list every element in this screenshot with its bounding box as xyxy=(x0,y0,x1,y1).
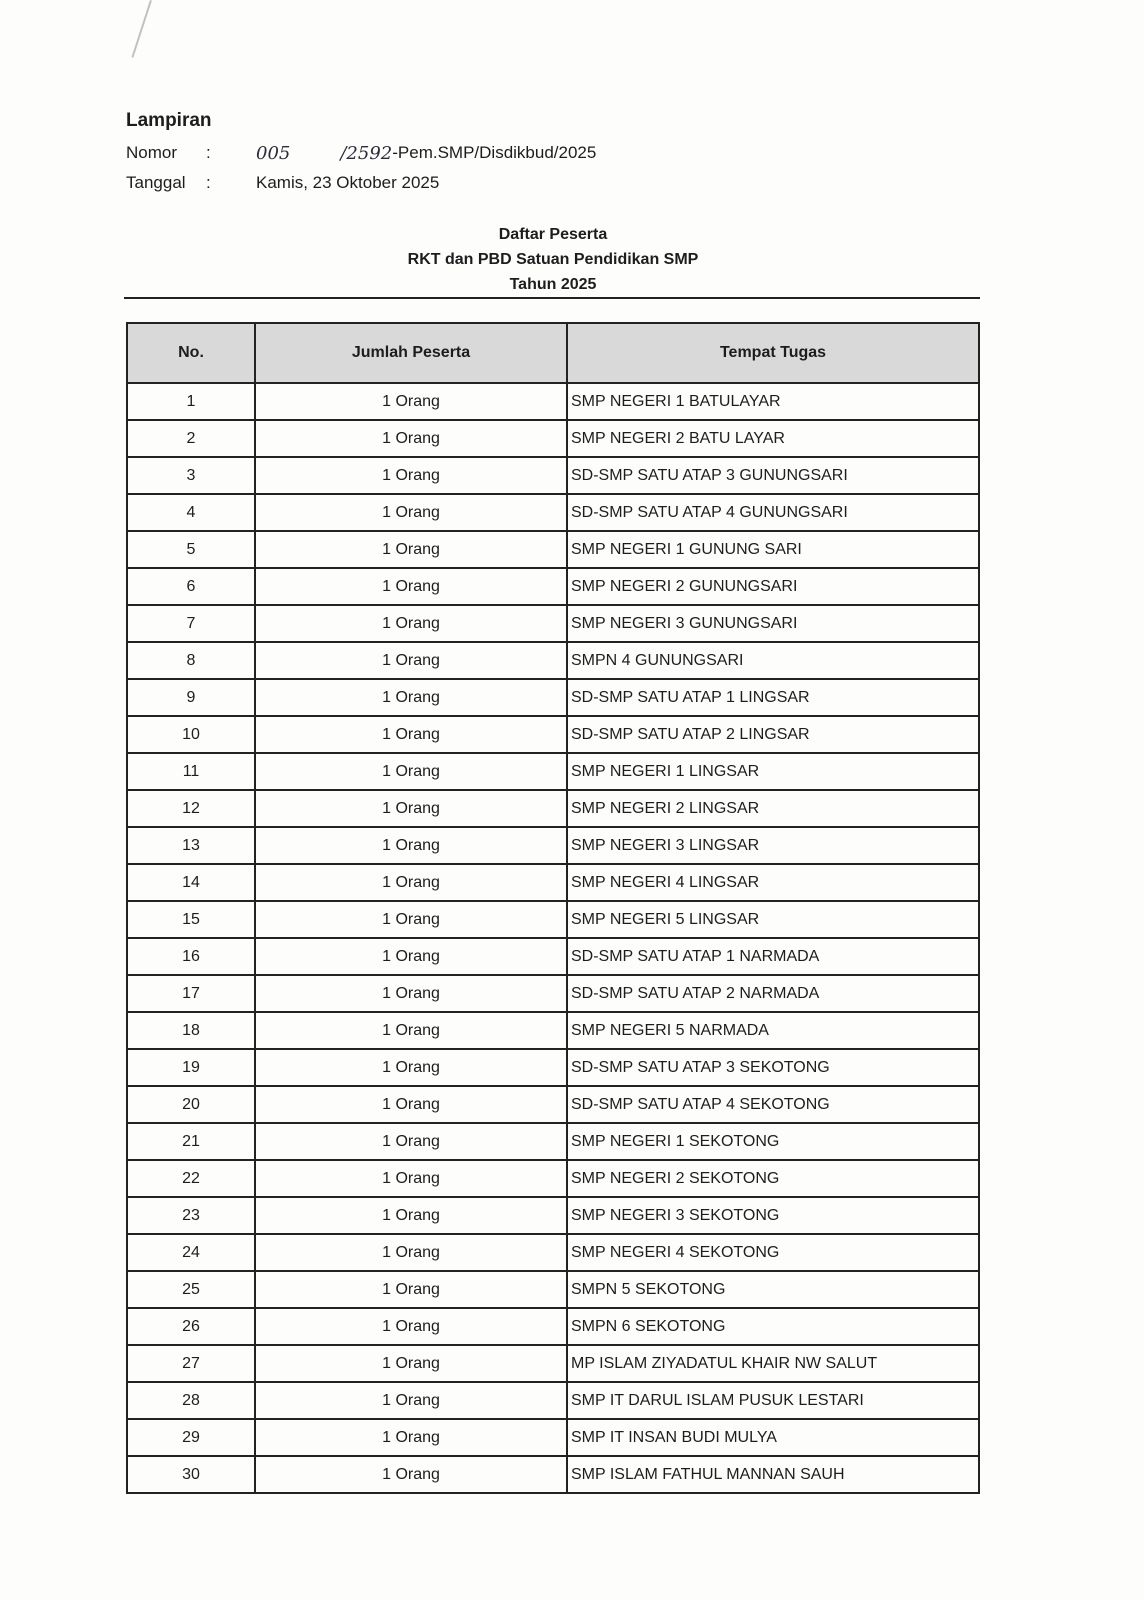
row-tempat-tugas: SMP NEGERI 4 LINGSAR xyxy=(567,864,979,901)
column-header-tempat: Tempat Tugas xyxy=(567,323,979,383)
nomor-handwritten-number: 005 xyxy=(256,142,291,164)
row-number: 8 xyxy=(127,642,255,679)
lampiran-label: Lampiran xyxy=(126,110,212,131)
table-row xyxy=(127,790,979,827)
row-tempat-tugas: SD-SMP SATU ATAP 4 SEKOTONG xyxy=(567,1086,979,1123)
row-number: 16 xyxy=(127,938,255,975)
table-row xyxy=(127,901,979,938)
table-row xyxy=(127,679,979,716)
table-row xyxy=(127,642,979,679)
row-jumlah-peserta: 1 Orang xyxy=(255,1197,567,1234)
row-jumlah-peserta: 1 Orang xyxy=(255,420,567,457)
table-row xyxy=(127,1456,979,1493)
table-row xyxy=(127,753,979,790)
row-tempat-tugas: SMP NEGERI 2 SEKOTONG xyxy=(567,1160,979,1197)
row-number: 24 xyxy=(127,1234,255,1271)
row-tempat-tugas: SD-SMP SATU ATAP 1 LINGSAR xyxy=(567,679,979,716)
row-jumlah-peserta: 1 Orang xyxy=(255,1456,567,1493)
row-tempat-tugas: SD-SMP SATU ATAP 4 GUNUNGSARI xyxy=(567,494,979,531)
row-number: 17 xyxy=(127,975,255,1012)
table-header-row xyxy=(127,323,979,383)
title-line-1: Daftar Peserta xyxy=(498,226,608,243)
row-jumlah-peserta: 1 Orang xyxy=(255,1271,567,1308)
row-number: 3 xyxy=(127,457,255,494)
table-row xyxy=(127,531,979,568)
row-jumlah-peserta: 1 Orang xyxy=(255,1012,567,1049)
tanggal-row xyxy=(126,168,596,198)
nomor-suffix: -Pem.SMP/Disdikbud/2025 xyxy=(392,143,597,162)
row-number: 7 xyxy=(127,605,255,642)
table-row xyxy=(127,1234,979,1271)
row-number: 30 xyxy=(127,1456,255,1493)
row-tempat-tugas: SMPN 4 GUNUNGSARI xyxy=(567,642,979,679)
row-tempat-tugas: SMP NEGERI 3 SEKOTONG xyxy=(567,1197,979,1234)
row-tempat-tugas: SMP NEGERI 2 LINGSAR xyxy=(567,790,979,827)
tanggal-value: Kamis, 23 Oktober 2025 xyxy=(256,173,440,192)
row-tempat-tugas: SMP NEGERI 1 GUNUNG SARI xyxy=(567,531,979,568)
row-number: 28 xyxy=(127,1382,255,1419)
row-number: 1 xyxy=(127,383,255,420)
row-number: 23 xyxy=(127,1197,255,1234)
column-header-jumlah: Jumlah Peserta xyxy=(255,323,567,383)
row-tempat-tugas: SMP ISLAM FATHUL MANNAN SAUH xyxy=(567,1456,979,1493)
letter-header xyxy=(126,110,596,198)
table-row xyxy=(127,827,979,864)
table-row xyxy=(127,568,979,605)
row-jumlah-peserta: 1 Orang xyxy=(255,1160,567,1197)
row-jumlah-peserta: 1 Orang xyxy=(255,864,567,901)
table-row xyxy=(127,1123,979,1160)
table-row xyxy=(127,1345,979,1382)
row-jumlah-peserta: 1 Orang xyxy=(255,790,567,827)
row-jumlah-peserta: 1 Orang xyxy=(255,494,567,531)
row-tempat-tugas: SMP NEGERI 1 BATULAYAR xyxy=(567,383,979,420)
row-tempat-tugas: SMP NEGERI 1 SEKOTONG xyxy=(567,1123,979,1160)
table-row xyxy=(127,457,979,494)
row-tempat-tugas: SMP NEGERI 2 GUNUNGSARI xyxy=(567,568,979,605)
row-number: 19 xyxy=(127,1049,255,1086)
row-tempat-tugas: SMP NEGERI 1 LINGSAR xyxy=(567,753,979,790)
table-row xyxy=(127,494,979,531)
row-jumlah-peserta: 1 Orang xyxy=(255,1234,567,1271)
table-row xyxy=(127,1160,979,1197)
row-number: 5 xyxy=(127,531,255,568)
row-tempat-tugas: SD-SMP SATU ATAP 3 GUNUNGSARI xyxy=(567,457,979,494)
row-tempat-tugas: SD-SMP SATU ATAP 2 NARMADA xyxy=(567,975,979,1012)
row-jumlah-peserta: 1 Orang xyxy=(255,975,567,1012)
title-line-2: RKT dan PBD Satuan Pendidikan SMP xyxy=(407,251,699,268)
row-jumlah-peserta: 1 Orang xyxy=(255,642,567,679)
row-number: 20 xyxy=(127,1086,255,1123)
table-row xyxy=(127,1012,979,1049)
row-jumlah-peserta: 1 Orang xyxy=(255,901,567,938)
row-number: 4 xyxy=(127,494,255,531)
title-divider xyxy=(124,297,980,299)
row-jumlah-peserta: 1 Orang xyxy=(255,753,567,790)
row-number: 26 xyxy=(127,1308,255,1345)
row-number: 9 xyxy=(127,679,255,716)
tanggal-label: Tanggal xyxy=(126,173,186,192)
table-row xyxy=(127,605,979,642)
row-tempat-tugas: MP ISLAM ZIYADATUL KHAIR NW SALUT xyxy=(567,1345,979,1382)
row-jumlah-peserta: 1 Orang xyxy=(255,1086,567,1123)
row-jumlah-peserta: 1 Orang xyxy=(255,457,567,494)
row-number: 15 xyxy=(127,901,255,938)
table-row xyxy=(127,1049,979,1086)
row-jumlah-peserta: 1 Orang xyxy=(255,716,567,753)
row-tempat-tugas: SMP NEGERI 3 LINGSAR xyxy=(567,827,979,864)
table-row xyxy=(127,938,979,975)
title-line-3: Tahun 2025 xyxy=(509,276,597,293)
row-jumlah-peserta: 1 Orang xyxy=(255,827,567,864)
row-jumlah-peserta: 1 Orang xyxy=(255,1308,567,1345)
row-number: 27 xyxy=(127,1345,255,1382)
row-number: 29 xyxy=(127,1419,255,1456)
row-number: 10 xyxy=(127,716,255,753)
table-row xyxy=(127,1308,979,1345)
row-number: 18 xyxy=(127,1012,255,1049)
row-number: 25 xyxy=(127,1271,255,1308)
row-jumlah-peserta: 1 Orang xyxy=(255,605,567,642)
row-tempat-tugas: SMPN 5 SEKOTONG xyxy=(567,1271,979,1308)
row-jumlah-peserta: 1 Orang xyxy=(255,1382,567,1419)
pen-mark xyxy=(131,0,151,58)
tanggal-colon: : xyxy=(206,173,211,192)
row-tempat-tugas: SMP IT INSAN BUDI MULYA xyxy=(567,1419,979,1456)
row-jumlah-peserta: 1 Orang xyxy=(255,1123,567,1160)
table-row xyxy=(127,864,979,901)
row-tempat-tugas: SMP IT DARUL ISLAM PUSUK LESTARI xyxy=(567,1382,979,1419)
table-row xyxy=(127,420,979,457)
table-row xyxy=(127,975,979,1012)
table-row xyxy=(127,1197,979,1234)
table-row xyxy=(127,1419,979,1456)
row-number: 6 xyxy=(127,568,255,605)
row-jumlah-peserta: 1 Orang xyxy=(255,1049,567,1086)
row-tempat-tugas: SD-SMP SATU ATAP 3 SEKOTONG xyxy=(567,1049,979,1086)
row-tempat-tugas: SMPN 6 SEKOTONG xyxy=(567,1308,979,1345)
table-row xyxy=(127,1086,979,1123)
row-jumlah-peserta: 1 Orang xyxy=(255,383,567,420)
participant-table xyxy=(126,322,980,1494)
row-number: 21 xyxy=(127,1123,255,1160)
table-row xyxy=(127,716,979,753)
row-jumlah-peserta: 1 Orang xyxy=(255,531,567,568)
row-number: 22 xyxy=(127,1160,255,1197)
row-tempat-tugas: SMP NEGERI 5 NARMADA xyxy=(567,1012,979,1049)
row-tempat-tugas: SMP NEGERI 3 GUNUNGSARI xyxy=(567,605,979,642)
column-header-no: No. xyxy=(127,323,255,383)
row-jumlah-peserta: 1 Orang xyxy=(255,568,567,605)
nomor-colon: : xyxy=(206,143,211,162)
row-number: 13 xyxy=(127,827,255,864)
nomor-label: Nomor xyxy=(126,143,178,162)
row-tempat-tugas: SMP NEGERI 2 BATU LAYAR xyxy=(567,420,979,457)
row-tempat-tugas: SD-SMP SATU ATAP 2 LINGSAR xyxy=(567,716,979,753)
table-row xyxy=(127,383,979,420)
row-number: 14 xyxy=(127,864,255,901)
table-row xyxy=(127,1382,979,1419)
nomor-row xyxy=(126,138,596,168)
row-tempat-tugas: SMP NEGERI 4 SEKOTONG xyxy=(567,1234,979,1271)
row-tempat-tugas: SMP NEGERI 5 LINGSAR xyxy=(567,901,979,938)
row-tempat-tugas: SD-SMP SATU ATAP 1 NARMADA xyxy=(567,938,979,975)
document-title xyxy=(126,222,980,297)
row-jumlah-peserta: 1 Orang xyxy=(255,938,567,975)
row-jumlah-peserta: 1 Orang xyxy=(255,1419,567,1456)
row-number: 11 xyxy=(127,753,255,790)
row-number: 2 xyxy=(127,420,255,457)
row-jumlah-peserta: 1 Orang xyxy=(255,679,567,716)
row-jumlah-peserta: 1 Orang xyxy=(255,1345,567,1382)
nomor-handwritten-code: /2592 xyxy=(340,142,393,164)
row-number: 12 xyxy=(127,790,255,827)
table-row xyxy=(127,1271,979,1308)
